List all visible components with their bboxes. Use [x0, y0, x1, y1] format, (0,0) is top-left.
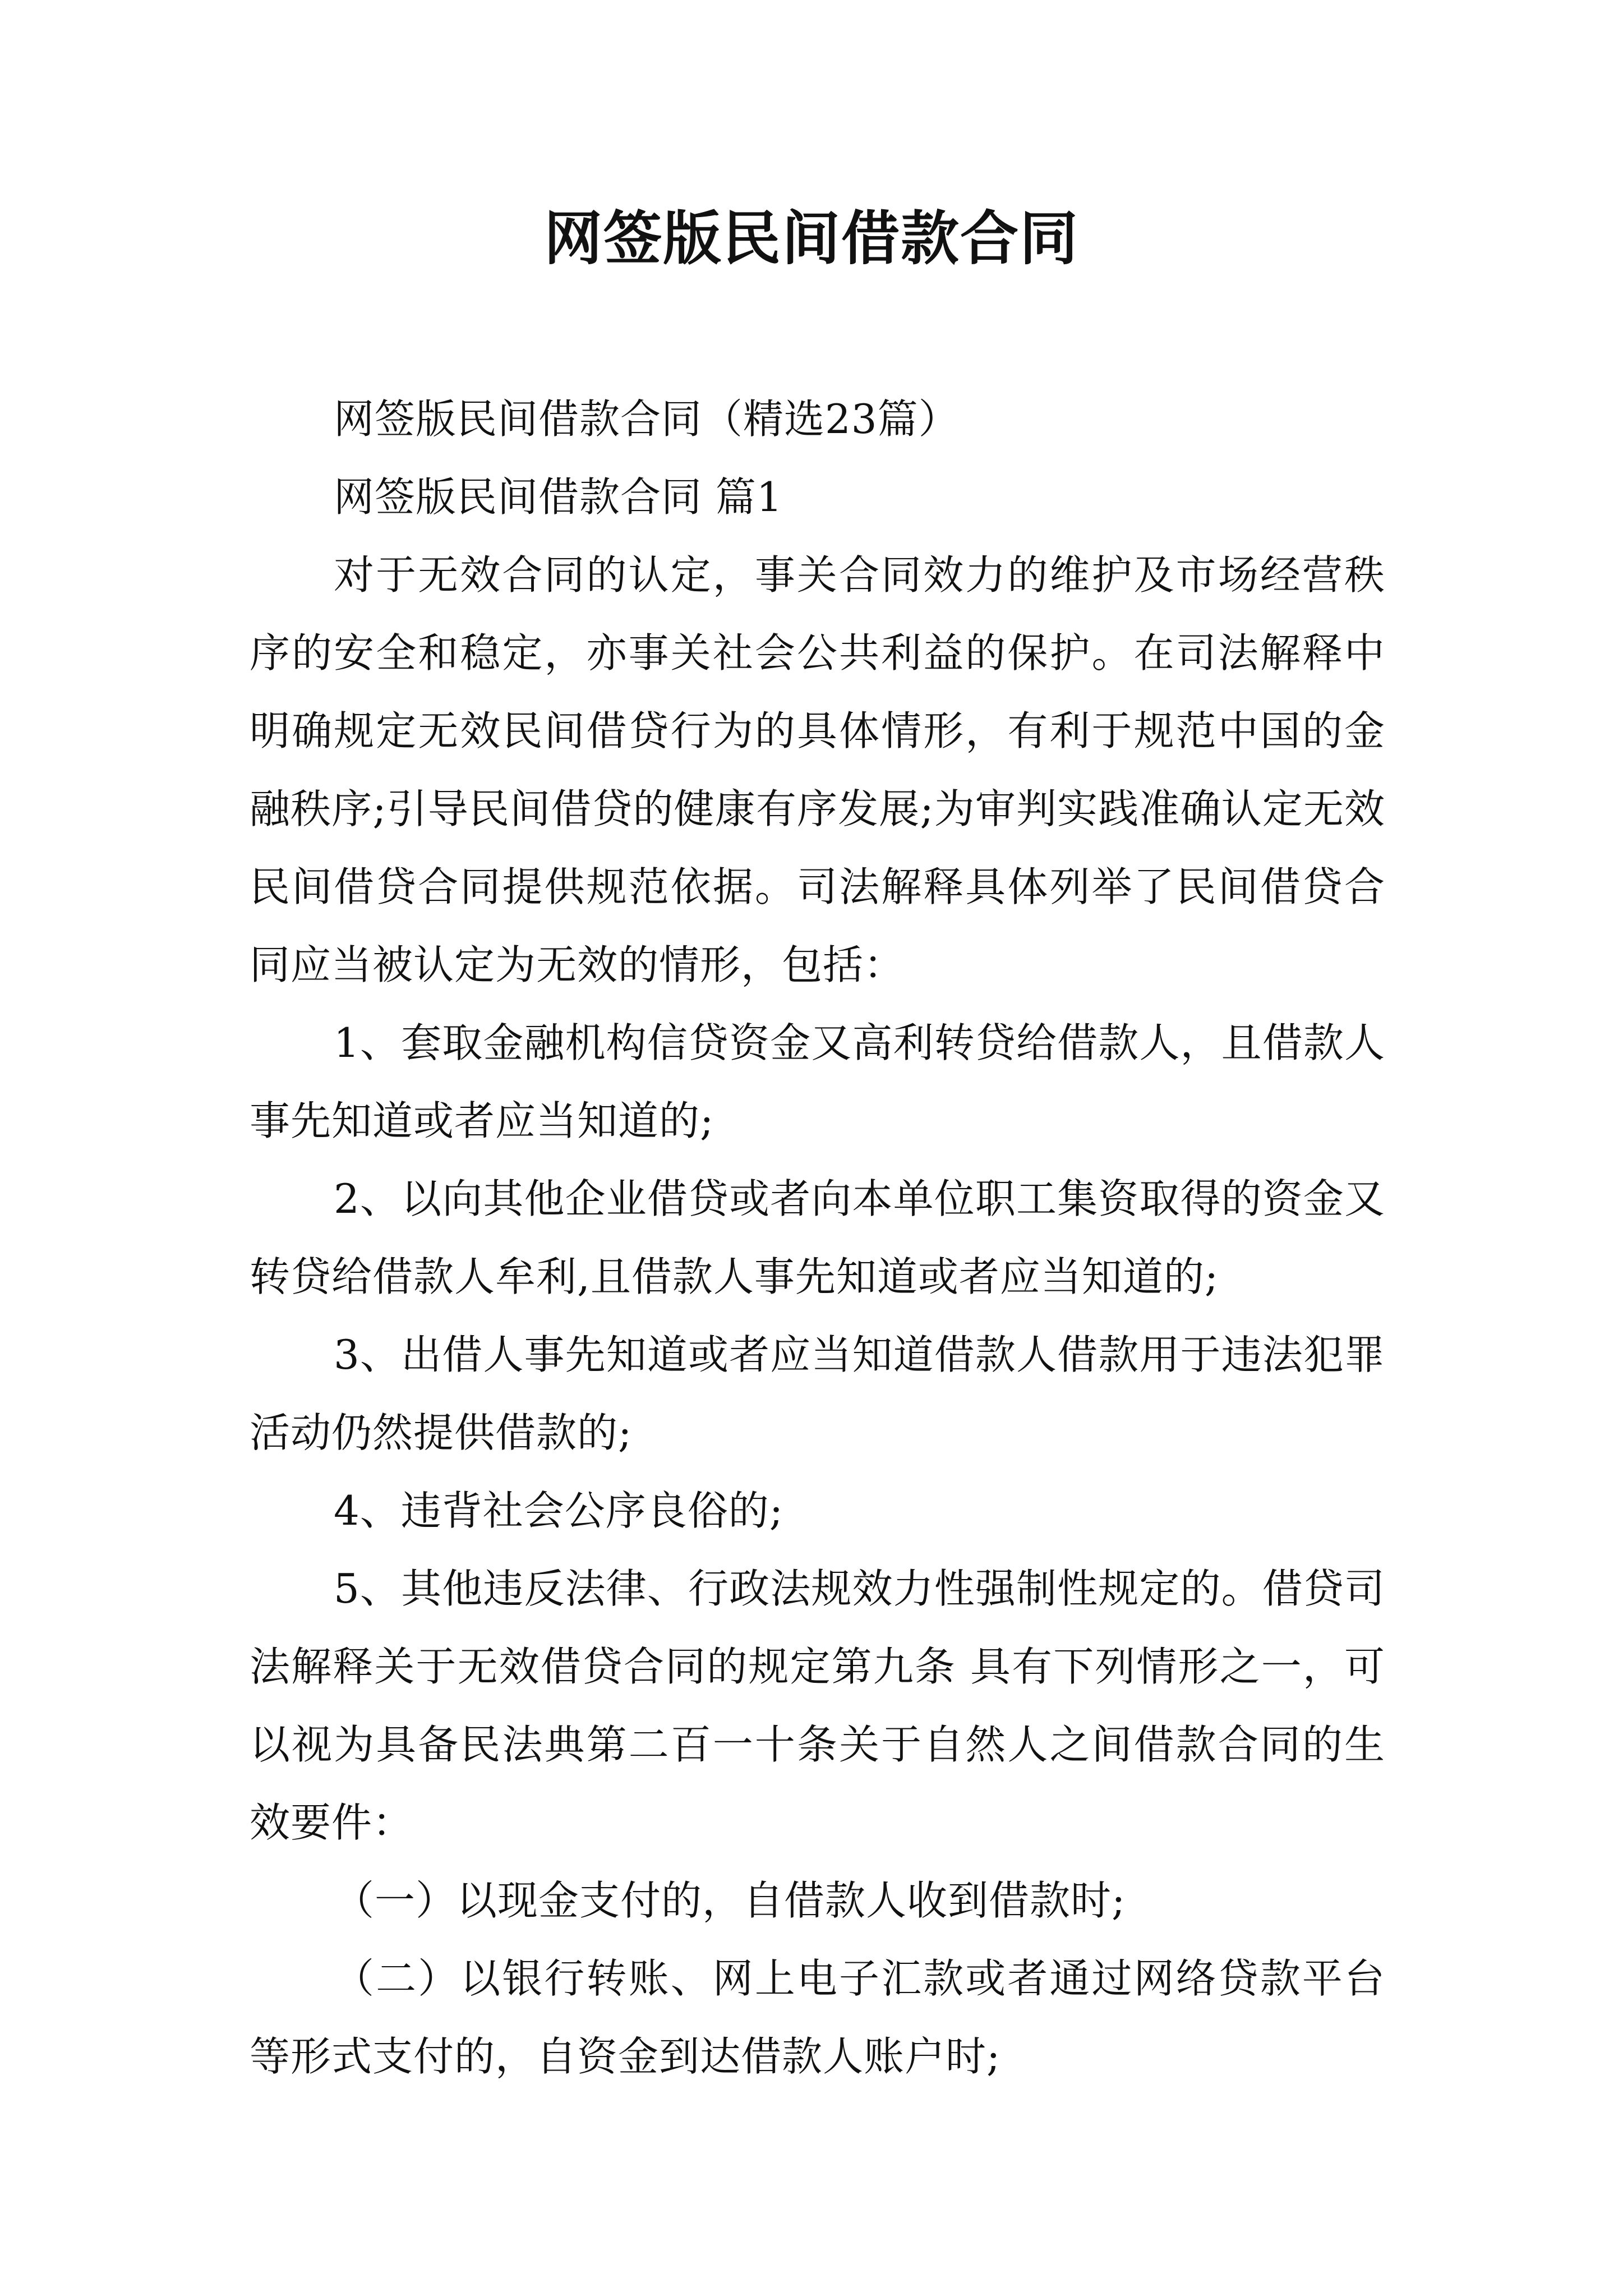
section-heading: 网签版民间借款合同 篇1	[334, 473, 783, 521]
clause-item-2: （二）以银行转账、网上电子汇款或者通过网络贷款平台等形式支付的，自资金到达借款人账户时;	[250, 1955, 1385, 2080]
clause-item-1: （一）以现金支付的，自借款人收到借款时;	[334, 1877, 1126, 1924]
list-item-5: 5、其他违反法律、行政法规效力性强制性规定的。借贷司法解释关于无效借贷合同的规定第九条 具有下列情形之一，可以视为具备民法典第二百一十条关于自然人之间借款合同的生效要件：	[250, 1565, 1385, 1846]
list-item-4: 4、违背社会公序良俗的;	[334, 1487, 784, 1534]
document-body	[250, 380, 1385, 2096]
list-item-2: 2、以向其他企业借贷或者向本单位职工集资取得的资金又转贷给借款人牟利,且借款人事先知道或者应当知道的;	[250, 1175, 1385, 1300]
subtitle-paragraph: 网签版民间借款合同（精选23篇）	[334, 395, 960, 443]
intro-paragraph: 对于无效合同的认定，事关合同效力的维护及市场经营秩序的安全和稳定，亦事关社会公共利益的保护。在司法解释中明确规定无效民间借贷行为的具体情形，有利于规范中国的金融秩序;引导民间借贷的健康有序发展;为审判实践准确认定无效民间借贷合同提供规范依据。司法解释具体列举了民间借贷合同应当被认定为无效的情形，包括：	[250, 551, 1385, 988]
document-title: 网签版民间借款合同	[543, 204, 1079, 273]
list-item-3: 3、出借人事先知道或者应当知道借款人借款用于违法犯罪活动仍然提供借款的;	[250, 1331, 1385, 1456]
list-item-1: 1、套取金融机构信贷资金又高利转贷给借款人，且借款人事先知道或者应当知道的;	[250, 1019, 1385, 1144]
